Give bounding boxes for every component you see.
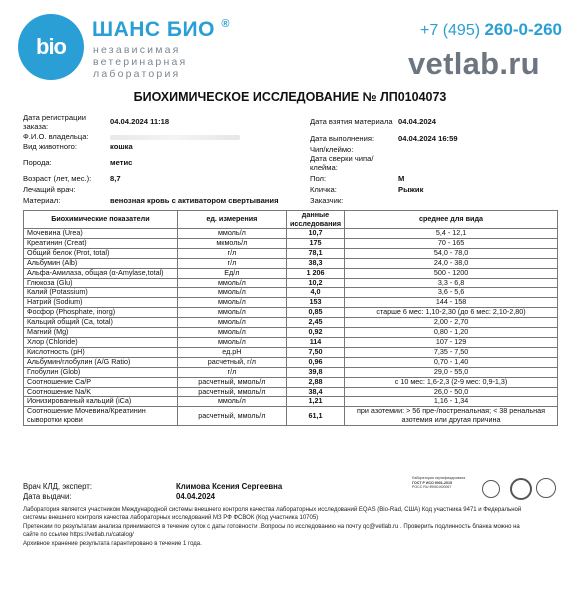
cell-reference: 1,16 - 1,34 — [345, 397, 558, 407]
cell-unit: г/л — [177, 248, 286, 258]
cell-unit: мкмоль/л — [177, 238, 286, 248]
cell-value: 38,4 — [286, 387, 344, 397]
cell-reference: 0,80 - 1,20 — [345, 328, 558, 338]
table-row — [24, 387, 558, 397]
cell-unit: ммоль/л — [177, 328, 286, 338]
table-row — [24, 407, 558, 426]
info-value-species: кошка — [110, 142, 133, 151]
footer-line-5: Архивное хранение результата гарантировано в течение 1 года. — [23, 541, 202, 547]
cell-reference: 54,0 - 78,0 — [345, 248, 558, 258]
table-header-row — [24, 211, 558, 229]
certification-seal-2 — [510, 478, 532, 500]
cell-value: 78,1 — [286, 248, 344, 258]
cell-reference: 5,4 - 12,1 — [345, 229, 558, 239]
brand-name: ШАНС БИО ® — [92, 18, 230, 41]
cell-unit: расчетный, г/л — [177, 357, 286, 367]
cell-value: 1,21 — [286, 397, 344, 407]
cell-reference: 29,0 - 55,0 — [345, 367, 558, 377]
info-label-age: Возраст (лет, мес.): — [23, 174, 92, 183]
table-row — [24, 397, 558, 407]
cell-unit: ед.рН — [177, 347, 286, 357]
table-row — [24, 238, 558, 248]
cell-parameter: Мочевина (Urea) — [24, 229, 178, 239]
col-header-reference: среднее для вида — [345, 211, 558, 229]
info-value-reg-date: 04.04.2024 11:18 — [110, 117, 170, 126]
info-label-breed: Порода: — [23, 158, 52, 167]
table-row — [24, 229, 558, 239]
info-value-material: венозная кровь с активатором свертывания — [110, 196, 279, 205]
cell-unit: ммоль/л — [177, 229, 286, 239]
info-value-name: Рыжик — [398, 185, 424, 194]
footer-line-2: системы внешнего контроля качества лабораторных исследований МЗ РФ ФСВОК (Код участника 10705) — [23, 514, 319, 521]
cell-value: 175 — [286, 238, 344, 248]
cell-parameter: Ионизированный кальций (iCa) — [24, 397, 178, 407]
info-label-customer: Заказчик: — [310, 196, 344, 205]
cell-reference: 26,0 - 50,0 — [345, 387, 558, 397]
info-label-chip-date: Дата сверки чипа/клейма: — [310, 154, 374, 172]
cell-unit: ммоль/л — [177, 278, 286, 288]
cell-reference: при азотемии: > 56 пре-/постренальная; < 38 ренальная азотемия или другая причина — [345, 407, 558, 426]
table-row — [24, 318, 558, 328]
cell-parameter: Фосфор (Phosphate, inorg) — [24, 308, 178, 318]
table-row — [24, 308, 558, 318]
cell-value: 0,85 — [286, 308, 344, 318]
info-value-breed: метис — [110, 158, 133, 167]
cell-reference: 7,35 - 7,50 — [345, 347, 558, 357]
document-title: БИОХИМИЧЕСКОЕ ИССЛЕДОВАНИЕ № ЛП0104073 — [133, 90, 447, 104]
info-label-name: Кличка: — [310, 185, 337, 194]
cell-reference: 107 - 129 — [345, 337, 558, 347]
cell-unit: ммоль/л — [177, 308, 286, 318]
table-row — [24, 328, 558, 338]
info-value-sample-date: 04.04.2024 — [398, 117, 437, 126]
table-row — [24, 278, 558, 288]
footer-line-3: Претензии по результатам анализа принимаются в течение суток с даты готовности .Вопросы по исследованию на почту qc@vetlab.ru . Проверить подлинность бланка можно на — [23, 524, 520, 530]
cell-reference: 24,0 - 38,0 — [345, 258, 558, 268]
table-row — [24, 268, 558, 278]
cell-parameter: Магний (Mg) — [24, 328, 178, 338]
cell-parameter: Общий белок (Prot, total) — [24, 248, 178, 258]
cell-unit: Ед/л — [177, 268, 286, 278]
phone: +7 (495) 260-0-260 — [420, 20, 563, 39]
cell-value: 61,1 — [286, 407, 344, 426]
cell-unit: ммоль/л — [177, 318, 286, 328]
cell-value: 10,7 — [286, 229, 344, 239]
cell-value: 39,8 — [286, 367, 344, 377]
cell-parameter: Креатинин (Creat) — [24, 238, 178, 248]
cell-parameter: Соотношение Ca/P — [24, 377, 178, 387]
table-row — [24, 337, 558, 347]
info-label-owner: Ф.И.О. владельца: — [23, 132, 89, 141]
col-header-parameter: Биохимические показатели — [24, 211, 178, 229]
website: vetlab.ru — [408, 46, 540, 81]
cell-parameter: Альбумин (Alb) — [24, 258, 178, 268]
footer — [23, 507, 558, 549]
cell-unit: ммоль/л — [177, 397, 286, 407]
brand-sub-1: независимая — [93, 44, 181, 56]
cell-value: 38,3 — [286, 258, 344, 268]
cell-unit: расчетный, ммоль/л — [177, 387, 286, 397]
table-row — [24, 258, 558, 268]
info-label-sample-date: Дата взятия материала — [310, 117, 393, 126]
cell-parameter: Хлор (Chloride) — [24, 337, 178, 347]
cell-value: 2,45 — [286, 318, 344, 328]
cell-parameter: Натрий (Sodium) — [24, 298, 178, 308]
cell-reference: 2,00 - 2,70 — [345, 318, 558, 328]
info-label-reg-date: Дата регистрации заказа: — [23, 113, 86, 131]
cell-reference: 144 - 158 — [345, 298, 558, 308]
cell-unit: расчетный, ммоль/л — [177, 407, 286, 426]
cell-parameter: Соотношение Na/K — [24, 387, 178, 397]
cell-unit: расчетный, ммоль/л — [177, 377, 286, 387]
cell-value: 2,88 — [286, 377, 344, 387]
cell-reference: 70 - 165 — [345, 238, 558, 248]
cell-reference: 3,6 - 5,6 — [345, 288, 558, 298]
cell-parameter: Альбумин/глобулин (A/G Ratio) — [24, 357, 178, 367]
table-row — [24, 298, 558, 308]
cell-unit: г/л — [177, 258, 286, 268]
footer-line-1: Лаборатория является участником Международной системы внешнего контроля качества лабораторных исследований EQAS (Bio-Rad, США) Код участника 9471 и Федеральной — [23, 507, 522, 513]
cell-parameter: Калий (Potassium) — [24, 288, 178, 298]
info-label-sex: Пол: — [310, 174, 327, 183]
brand-sub-2: ветеринарная — [93, 56, 188, 68]
footer-line-4: сайте по ссылке https://vetlab.ru/catalog/ — [23, 531, 134, 538]
results-table — [23, 210, 558, 426]
col-header-value: данные исследования — [286, 211, 344, 229]
info-label-chip: Чип/клеймо: — [310, 145, 354, 154]
cell-parameter: Глюкоза (Glu) — [24, 278, 178, 288]
doctor-label: Врач КЛД, эксперт: — [23, 482, 93, 491]
certification-seal-1 — [482, 480, 500, 498]
cell-value: 1 206 — [286, 268, 344, 278]
table-row — [24, 347, 558, 357]
cell-parameter: Альфа-Амилаза, общая (α-Amylase,total) — [24, 268, 178, 278]
doctor-name: Климова Ксения Сергеевна — [176, 482, 283, 491]
info-value-sex: М — [398, 174, 405, 183]
issue-date-label: Дата выдачи: — [23, 492, 72, 501]
cell-reference: 500 - 1200 — [345, 268, 558, 278]
col-header-unit: ед. измерения — [177, 211, 286, 229]
info-label-species: Вид животного: — [23, 142, 78, 151]
info-value-age: 8,7 — [110, 174, 121, 183]
cert-text: Лаборатория сертифицирована ГОСТ Р ИСО 9001-2015 РОСС RU.ФК50.К00067 — [412, 476, 466, 489]
cell-value: 0,92 — [286, 328, 344, 338]
cell-value: 10,2 — [286, 278, 344, 288]
info-label-material: Материал: — [23, 196, 61, 205]
cell-value: 7,50 — [286, 347, 344, 357]
cell-reference: с 10 мес: 1,6-2,3 (2-9 мес: 0,9-1,3) — [345, 377, 558, 387]
certification-seal-3 — [536, 478, 556, 498]
cell-parameter: Соотношение Мочевина/Креатинин сыворотки крови — [24, 407, 178, 426]
redacted-owner — [110, 135, 240, 140]
cell-value: 4,0 — [286, 288, 344, 298]
info-label-done-date: Дата выполнения: — [310, 134, 375, 143]
cell-unit: ммоль/л — [177, 337, 286, 347]
cell-reference: 0,70 - 1,40 — [345, 357, 558, 367]
cell-parameter: Кислотность (pH) — [24, 347, 178, 357]
cell-parameter: Кальций общий (Ca, total) — [24, 318, 178, 328]
table-row — [24, 248, 558, 258]
cell-unit: ммоль/л — [177, 298, 286, 308]
cell-parameter: Глобулин (Glob) — [24, 367, 178, 377]
cell-reference: 3,3 - 6,8 — [345, 278, 558, 288]
logo-text: bio — [36, 34, 66, 59]
info-value-done-date: 04.04.2024 16:59 — [398, 134, 458, 143]
cell-unit: ммоль/л — [177, 288, 286, 298]
issue-date-value: 04.04.2024 — [176, 492, 216, 501]
table-row — [24, 288, 558, 298]
cell-value: 153 — [286, 298, 344, 308]
cell-unit: г/л — [177, 367, 286, 377]
info-label-vet: Лечащий врач: — [23, 185, 76, 194]
cell-reference: старше 6 мес: 1,10-2,30 (до 6 мес: 2,10-2,80) — [345, 308, 558, 318]
cell-value: 114 — [286, 337, 344, 347]
brand-sub-3: лаборатория — [93, 68, 181, 80]
table-row — [24, 367, 558, 377]
cell-value: 0,96 — [286, 357, 344, 367]
table-row — [24, 357, 558, 367]
table-row — [24, 377, 558, 387]
